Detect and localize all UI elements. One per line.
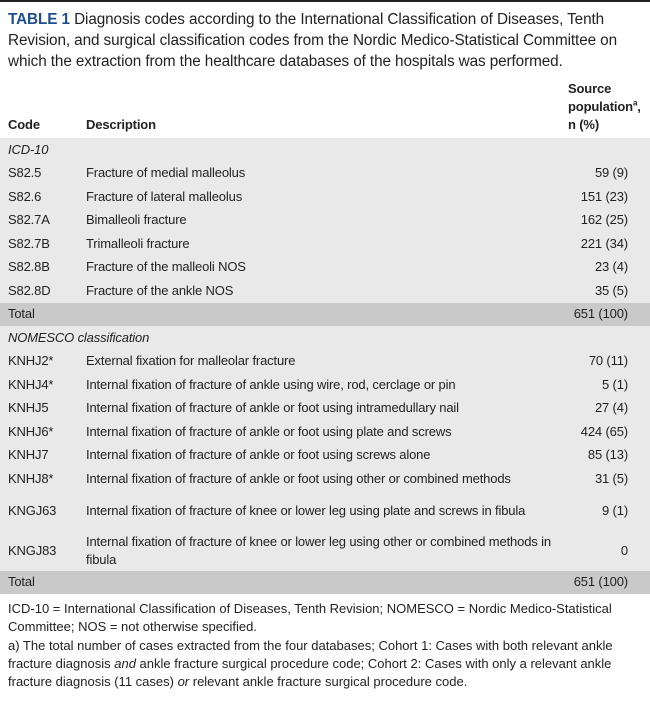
code-cell: S82.8B (8, 259, 50, 275)
table-row (0, 209, 650, 233)
value-cell: 85 (13) (587, 447, 628, 463)
table-row (0, 256, 650, 280)
table-caption (0, 2, 650, 72)
footnote-a (8, 637, 642, 692)
value-cell: 0 (620, 542, 628, 558)
caption-text: Diagnosis codes according to the International Classification of Diseases, Tenth Revision, and surgical classification codes from the Nordic Medico-Statistical Committee on which the extraction from the healthcare databases of the hospitals was performed. (8, 11, 617, 70)
table-row (0, 350, 650, 374)
description-cell: Fracture of the malleoli NOS (86, 259, 246, 275)
header-description: Description (86, 117, 156, 132)
table-row (0, 397, 650, 421)
header-code: Code (8, 117, 40, 132)
value-cell: 31 (5) (594, 470, 628, 486)
code-cell: S82.7B (8, 235, 50, 251)
header-source-population (560, 78, 650, 138)
description-cell: Internal fixation of fracture of ankle or foot using intramedullary nail (86, 400, 459, 416)
section-header-row (0, 326, 650, 350)
footnote-marker: a (632, 98, 638, 108)
table-row (0, 444, 650, 468)
code-cell: KNGJ63 (8, 502, 57, 518)
table-row (0, 279, 650, 303)
value-cell: 27 (4) (594, 400, 628, 416)
code-cell: S82.6 (8, 188, 42, 204)
code-cell: S82.7A (8, 212, 50, 228)
code-cell: KNHJ6* (8, 423, 54, 439)
footnote-a-or: or (177, 674, 190, 690)
total-value: 651 (100) (573, 574, 628, 590)
value-cell: 424 (65) (580, 423, 628, 439)
section-title: ICD-10 (8, 141, 49, 157)
code-cell: KNHJ4* (8, 376, 54, 392)
footnote-a-and: and (114, 655, 136, 671)
value-cell: 221 (34) (580, 235, 628, 251)
total-row (0, 571, 650, 595)
table-row (0, 531, 650, 571)
description-cell: Fracture of lateral malleolus (86, 188, 243, 204)
code-cell: KNHJ7 (8, 447, 49, 463)
code-cell: KNHJ8* (8, 470, 54, 486)
header-row (0, 78, 650, 138)
value-cell: 151 (23) (580, 188, 628, 204)
value-cell: 162 (25) (580, 212, 628, 228)
table-label: TABLE 1 (8, 11, 70, 28)
footnote-a-part: ankle fracture surgical procedure code; Cohort 2: Cases with only a relevant ankle fracture diagnosis (11 cases) (8, 655, 612, 690)
description-cell: Internal fixation of fracture of ankle using wire, rod, cerclage or pin (86, 376, 456, 392)
description-cell: Trimalleoli fracture (86, 235, 190, 251)
footnote-a-part: relevant ankle fracture surgical procedure code. (189, 674, 468, 690)
value-cell: 23 (4) (594, 259, 628, 275)
header-line2: population (568, 99, 633, 114)
description-cell: Internal fixation of fracture of ankle or foot using plate and screws (86, 423, 452, 439)
header-line1: Source (568, 81, 612, 96)
value-cell: 35 (5) (594, 282, 628, 298)
description-cell: External fixation for malleolar fracture (86, 353, 296, 369)
table-row (0, 185, 650, 209)
total-label: Total (8, 574, 35, 590)
table-row (0, 373, 650, 397)
value-cell: 70 (11) (588, 353, 628, 369)
description-cell: Internal fixation of fracture of knee or lower leg using other or combined methods in fibula (86, 533, 551, 567)
total-value: 651 (100) (573, 306, 628, 322)
table-row (0, 232, 650, 256)
header-comma: , (637, 99, 641, 114)
code-cell: KNHJ5 (8, 400, 49, 416)
section-title: NOMESCO classification (8, 329, 150, 345)
table-row (0, 491, 650, 531)
description-cell: Fracture of medial malleolus (86, 165, 246, 181)
codes-table (0, 78, 650, 594)
value-cell: 59 (9) (594, 165, 628, 181)
description-cell: Internal fixation of fracture of ankle or foot using other or combined methods (86, 470, 511, 486)
total-label: Total (8, 306, 35, 322)
description-cell: Fracture of the ankle NOS (86, 282, 234, 298)
value-cell: 5 (1) (602, 376, 628, 392)
description-cell: Internal fixation of fracture of ankle or foot using screws alone (86, 447, 431, 463)
description-cell: Bimalleoli fracture (86, 212, 187, 228)
section-header-row (0, 138, 650, 162)
table-notes (0, 594, 650, 691)
value-cell: 9 (1) (602, 502, 628, 518)
table-row (0, 420, 650, 444)
code-cell: KNHJ2* (8, 353, 54, 369)
table-row (0, 467, 650, 491)
footnote-a-part: a) The total number of cases extracted from the four databases; Cohort 1: Cases with both relevant ankle fracture diagnosis (8, 637, 613, 671)
abbreviations-note: ICD-10 = International Classification of Diseases, Tenth Revision; NOMESCO = Nordic Medico-Statistical Committee; NOS = not otherwise specified. (8, 601, 612, 635)
code-cell: S82.8D (8, 282, 51, 298)
total-row (0, 303, 650, 327)
header-line3: n (%) (568, 117, 600, 132)
code-cell: S82.5 (8, 165, 42, 181)
table-row (0, 162, 650, 186)
table-body (0, 138, 650, 594)
code-cell: KNGJ83 (8, 542, 57, 558)
description-cell: Internal fixation of fracture of knee or lower leg using plate and screws in fibula (86, 502, 526, 518)
